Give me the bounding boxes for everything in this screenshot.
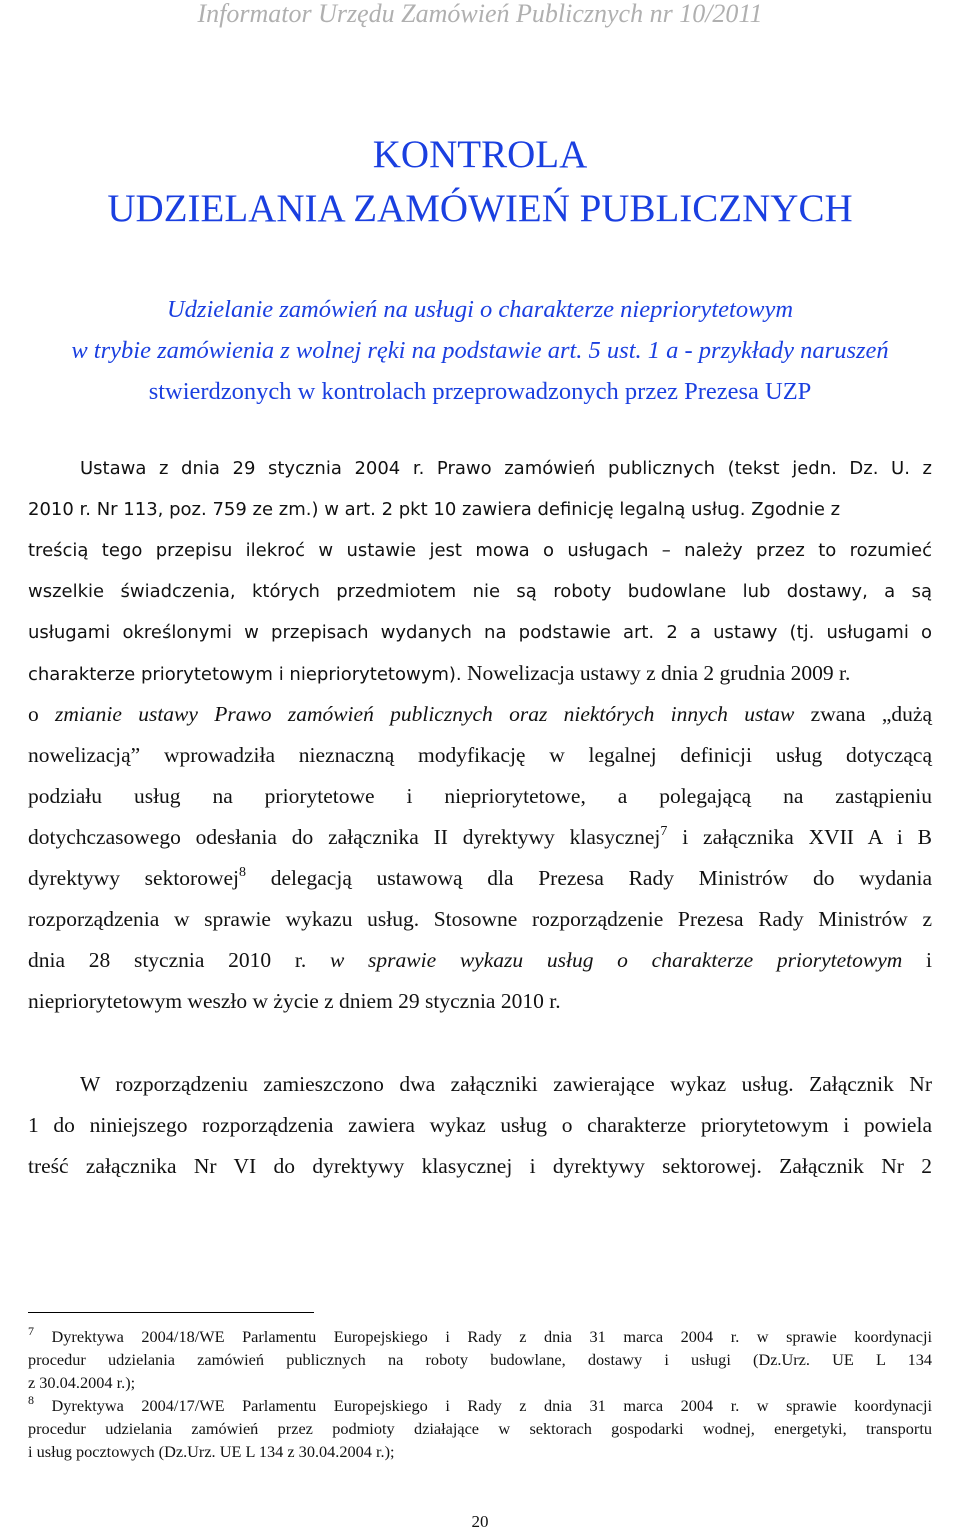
subtitle-line-1: Udzielanie zamówień na usługi o charakterze niepriorytetowym [166, 296, 794, 323]
article-title [0, 128, 960, 236]
footnote-7: $^7$ Dyrektywa 2004/18/WE Parlamentu Europejskiego i Rady z dnia 31 marca 2004 r. w sprawie koordynacji [28, 1324, 932, 1346]
subtitle-line-3: stwierdzonych w kontrolach przeprowadzonych przez Prezesa UZP [148, 378, 812, 405]
paragraph-line: dotychczasowego odesłania do załącznika II dyrektywy klasycznej$^7$ i załącznika XVII A i B [28, 824, 932, 849]
paragraph-line: niepriorytetowym weszło w życie z dniem 29 stycznia 2010 r. [28, 989, 561, 1013]
paragraph-line: charakterze priorytetowym i niepriorytetowym). Nowelizacja ustawy z dnia 2 grudnia 2009 r. [28, 661, 851, 685]
paragraph-line: rozporządzenia w sprawie wykazu usług. Stosowne rozporządzenie Prezesa Rady Ministrów z [28, 907, 932, 931]
publication-header: Informator Urzędu Zamówień Publicznych nr 10/2011 [197, 0, 763, 28]
title-line-1: KONTROLA [372, 133, 588, 176]
paragraph-line: 2010 r. Nr 113, poz. 759 ze zm.) w art. 2 pkt 10 zawiera definicję legalną usług. Zgodnie z [28, 499, 841, 520]
footnote-ref-7: 7 [660, 824, 668, 839]
paragraph-line: treść załącznika Nr VI do dyrektywy klasycznej i dyrektywy sektorowej. Załącznik Nr 2 [28, 1154, 932, 1178]
footnote-line: i usług pocztowych (Dz.Urz. UE L 134 z 30.04.2004 r.); [28, 1442, 395, 1461]
title-line-2: UDZIELANIA ZAMÓWIEŃ PUBLICZNYCH [107, 187, 853, 230]
footnote-ref-8: 8 [239, 865, 246, 880]
footnote-8: $^8$ Dyrektywa 2004/17/WE Parlamentu Europejskiego i Rady z dnia 31 marca 2004 r. w sprawie koordynacji [28, 1393, 932, 1415]
footnote-line: z 30.04.2004 r.); [28, 1373, 136, 1392]
paragraph-line: dnia 28 stycznia 2010 r. w sprawie wykazu usług o charakterze priorytetowym i [28, 948, 932, 972]
paragraph-line: treścią tego przepisu ilekroć w ustawie jest mowa o usługach – należy przez to rozumieć [28, 540, 932, 561]
footnote-line: procedur udzielania zamówień przez podmioty działające w sektorach gospodarki wodnej, energetyki, transportu [28, 1419, 932, 1438]
footnote-line: procedur udzielania zamówień publicznych na roboty budowlane, dostawy i usługi (Dz.Urz. UE L 134 [28, 1350, 932, 1369]
paragraph-line: nowelizacją” wprowadziła nieznaczną modyfikację w legalnej definicji usług dotyczącą [28, 743, 932, 767]
page-number: 20 [471, 1512, 489, 1531]
paragraph-line: 1 do niniejszego rozporządzenia zawiera wykaz usług o charakterze priorytetowym i powiela [28, 1113, 932, 1137]
paragraph-line: usługami określonymi w przepisach wydanych na podstawie art. 2 a ustawy (tj. usługami o [28, 622, 932, 643]
paragraph-line: W rozporządzeniu zamieszczono dwa załączniki zawierające wykaz usług. Załącznik Nr [80, 1072, 932, 1096]
article-subtitle [0, 289, 960, 412]
subtitle-line-2: w trybie zamówienia z wolnej ręki na podstawie art. 5 ust. 1 a - przykłady naruszeń [71, 337, 889, 364]
paragraph-line: dyrektywy sektorowej$^8$ delegacją ustawową dla Prezesa Rady Ministrów do wydania [28, 865, 932, 890]
paragraph-line: podziału usług na priorytetowe i niepriorytetowe, a polegającą na zastąpieniu [28, 784, 932, 808]
paragraph-line: o zmianie ustawy Prawo zamówień publicznych oraz niektórych innych ustaw zwana „dużą [28, 702, 932, 726]
paragraph-line: wszelkie świadczenia, których przedmiotem nie są roboty budowlane lub dostawy, a są [28, 581, 932, 602]
paragraph-line: Ustawa z dnia 29 stycznia 2004 r. Prawo zamówień publicznych (tekst jedn. Dz. U. z [80, 458, 932, 479]
footnote-separator [28, 1312, 314, 1313]
